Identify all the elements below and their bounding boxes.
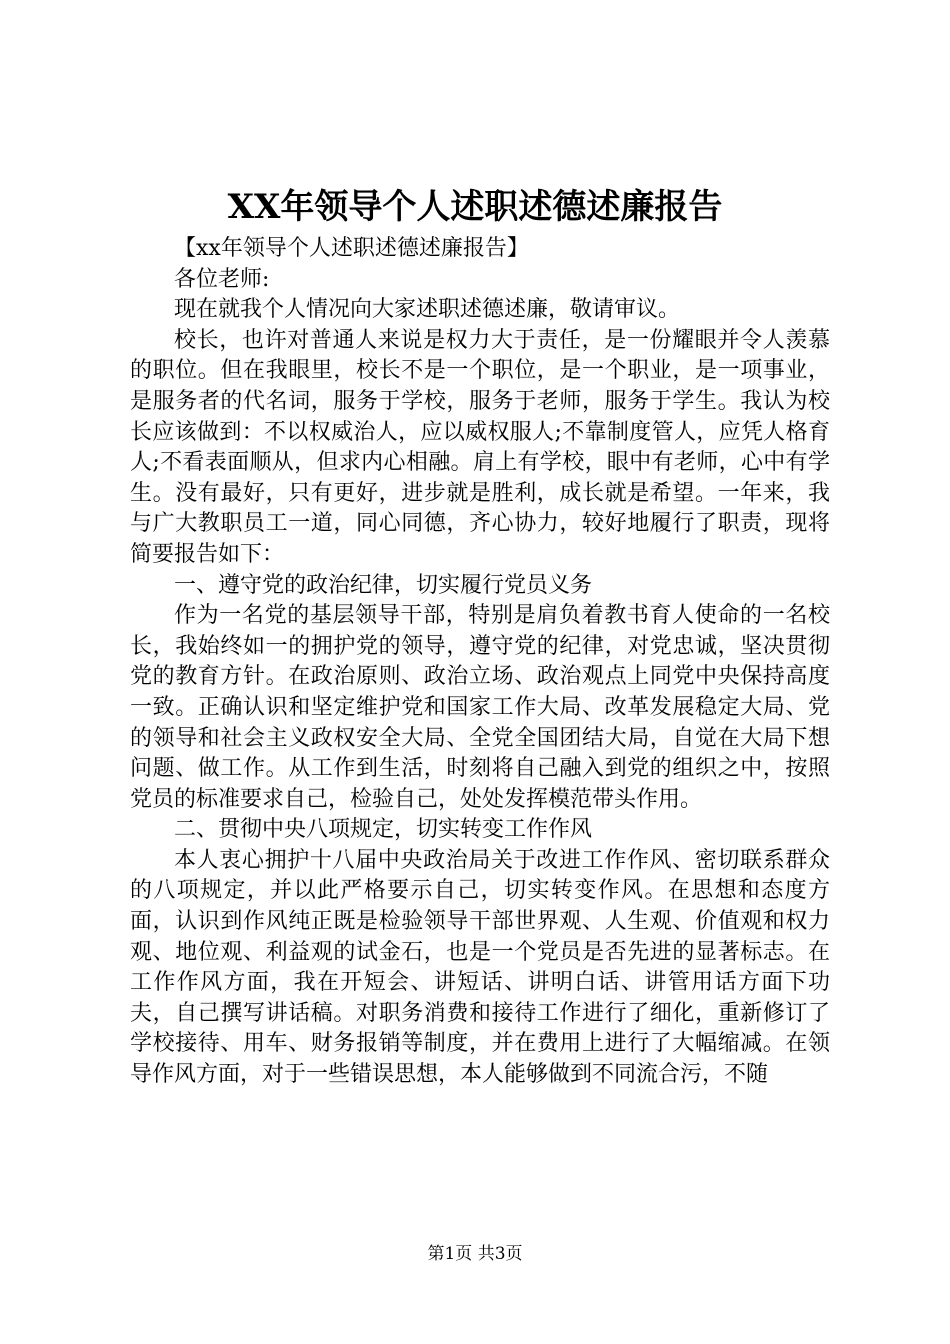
paragraph-subtitle: 【xx年领导个人述职述德述廉报告】: [174, 236, 529, 261]
paragraph-salutation: 各位老师:: [174, 266, 270, 292]
paragraph-intro: 现在就我个人情况向大家述职述德述廉，敬请审议。: [174, 297, 681, 323]
section-heading-2: 二、贯彻中央八项规定，切实转变工作作风: [174, 817, 593, 843]
document-body: [130, 234, 830, 1091]
paragraph-principal-role: 校长，也许对普通人来说是权力大于责任，是一份耀眼并令人羡慕的职位。但在我眼里，校长不是一个职位，是一个职业，是一项事业，是服务者的代名词，服务于学校，服务于老师，服务于学生。我认为校长应该做到：不以权威治人，应以威权服人;不靠制度管人，应凭人格育人;不看表面顺从，但求内心相融。肩上有学校，眼中有老师，心中有学生。没有最好，只有更好，进步就是胜利，成长就是希望。一年来，我与广大教职员工一道，同心同德，齐心协力，较好地履行了职责，现将简要报告如下：: [130, 327, 830, 567]
paragraph-section-1: 作为一名党的基层领导干部，特别是肩负着教书育人使命的一名校长，我始终如一的拥护党的领导，遵守党的纪律，对党忠诚，坚决贯彻党的教育方针。在政治原则、政治立场、政治观点上同党中央保持高度一致。正确认识和坚定维护党和国家工作大局、改革发展稳定大局、党的领导和社会主义政权安全大局、全党全国团结大局，自觉在大局下想问题、做工作。从工作到生活，时刻将自己融入到党的组织之中，按照党员的标准要求自己，检验自己，处处发挥模范带头作用。: [130, 603, 830, 812]
paragraph-section-2: 本人衷心拥护十八届中央政治局关于改进工作作风、密切联系群众的八项规定，并以此严格要示自己，切实转变作风。在思想和态度方面，认识到作风纯正既是检验领导干部世界观、人生观、价值观和权力观、地位观、利益观的试金石，也是一个党员是否先进的显著标志。在工作作风方面，我在开短会、讲短话、讲明白话、讲管用话方面下功夫，自己撰写讲话稿。对职务消费和接待工作进行了细化，重新修订了学校接待、用车、财务报销等制度，并在费用上进行了大幅缩减。在领导作风方面，对于一些错误思想，本人能够做到不同流合污，不随: [130, 847, 830, 1088]
document-title: XX年领导个人述职述德述廉报告: [227, 187, 723, 227]
section-heading-1: 一、遵守党的政治纪律，切实履行党员义务: [174, 572, 593, 598]
page-footer: 第1页 共3页: [427, 1244, 523, 1264]
